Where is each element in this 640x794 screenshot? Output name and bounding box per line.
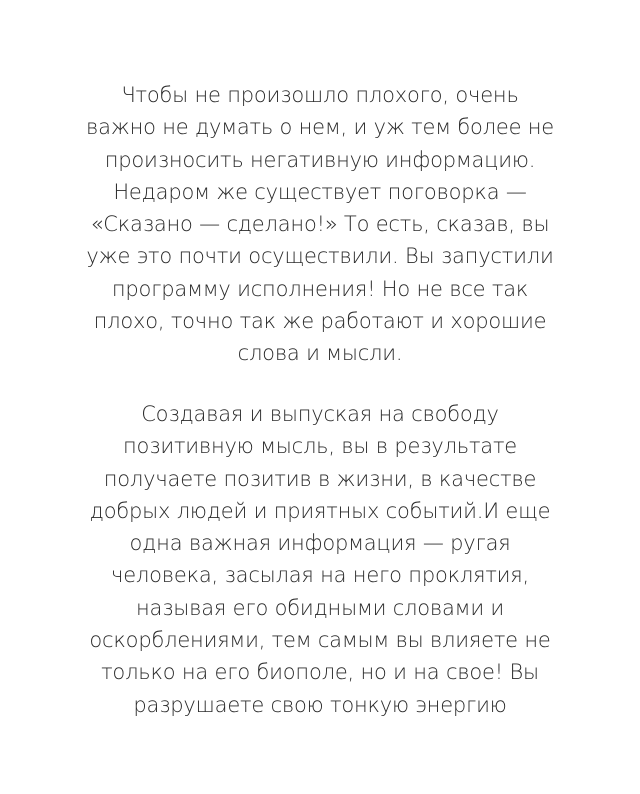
text-line: добрых людей и приятных событий.И еще (89, 498, 551, 523)
text-line: Создавая и выпуская на свободу (141, 402, 499, 426)
text-line: уже это почти осуществили. Вы запустили (86, 244, 554, 269)
text-line: важно не думать о нем, и уж тем более не (85, 115, 555, 140)
text-line: одна важная информация — ругая (129, 531, 511, 556)
text-line: плохо, точно так же работают и хорошие (93, 309, 547, 334)
text-line: получаете позитив в жизни, в качестве (103, 466, 537, 491)
text-line: позитивную мысль, вы в результате (122, 434, 518, 459)
text-line: произносить негативную информацию. (104, 147, 536, 172)
text-line: Чтобы не произошло плохого, очень (121, 83, 519, 107)
text-line: оскорблениями, тем самым вы влияете не (89, 628, 551, 653)
text-line: разрушаете свою тонкую энергию (133, 692, 507, 717)
text-line: Недаром же существует поговорка — (113, 179, 527, 204)
text-line: человека, засылая на него проклятия, (111, 563, 529, 588)
text-line: слова и мысли. (237, 341, 403, 366)
text-line: только на его биополе, но и на свое! Вы (101, 660, 539, 685)
text-line: программу исполнения! Но не все так (111, 276, 529, 301)
paragraph-1 (40, 79, 600, 370)
text-line: называя его обидными словами и (135, 595, 505, 620)
paragraph-2 (40, 398, 600, 721)
text-line: «Сказано — сделано!» То есть, сказав, вы (90, 212, 550, 237)
